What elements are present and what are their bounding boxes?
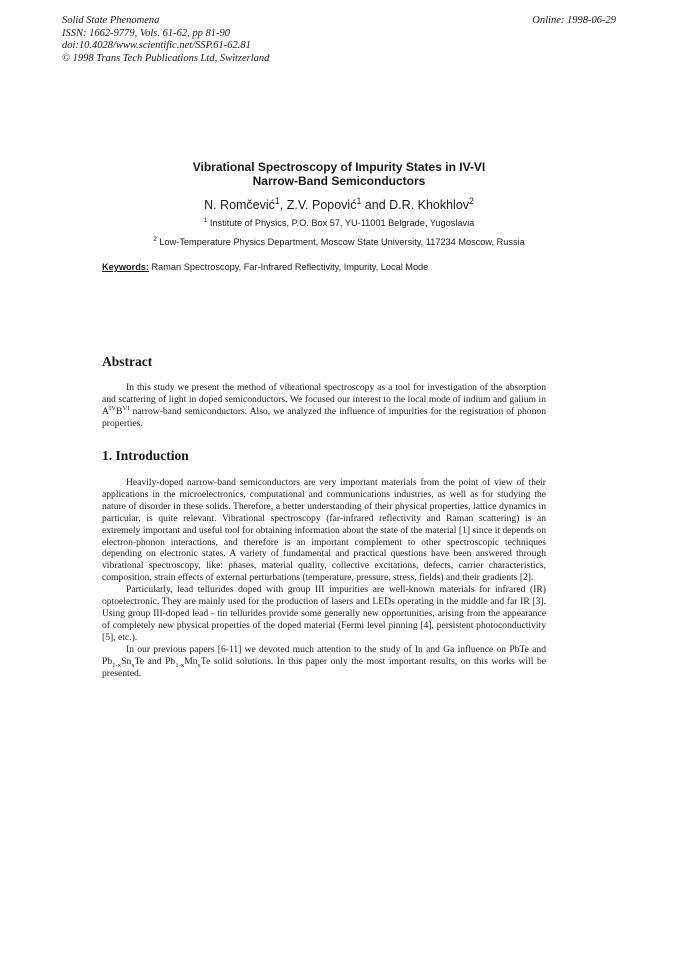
abstract-paragraph — [102, 382, 546, 430]
online-date: Online: 1998-06-29 — [532, 15, 616, 26]
intro-p3-sub-1: 1-x — [112, 661, 122, 669]
affiliation-1-mark: 1 — [203, 216, 208, 224]
paper-title — [0, 160, 678, 188]
affiliation-1 — [0, 218, 678, 229]
intro-p3-sub-4: x — [197, 661, 201, 669]
author-2: Z.V. Popović — [286, 198, 357, 212]
affiliation-2-mark: 2 — [153, 235, 157, 243]
keywords — [102, 262, 428, 273]
keywords-text: Raman Spectroscopy, Far-Infrared Reflectivity, Impurity, Local Mode — [148, 262, 429, 272]
journal-header — [62, 15, 269, 65]
intro-p3-text-2: Sn — [121, 655, 132, 667]
abstract-sup-2: VI — [122, 404, 130, 412]
abstract-text-2: B — [116, 405, 123, 417]
doi-line[interactable]: doi:10.4028/www.scientific.net/SSP.61-62.81 — [62, 40, 251, 51]
abstract-body — [102, 382, 546, 430]
intro-paragraph-2: Particularly, lead tellurides doped with group III impurities are well-known materials for infrared (IR) optoelectronic. They are mainly used for the production of lasers and LEDs operating in the middle and far IR [3]. Using group III-doped lead - tin tellurides provide some generally new opportunities, arising from the appearance of completely new physical properties of the doped material (Fermi level pinning [4], persistent photoconductivity [5], etc.). — [102, 584, 546, 643]
abstract-text-3: narrow-band semiconductors. Also, we analyzed the influence of impurities for the registration of phonon properties. — [102, 405, 546, 429]
copyright-line: © 1998 Trans Tech Publications Ltd, Switzerland — [62, 52, 270, 64]
intro-paragraph-3 — [102, 644, 546, 680]
author-1: N. Romčević — [204, 198, 275, 212]
issn-line: ISSN: 1662-9779, Vols. 61-62, pp 81-90 — [62, 27, 230, 39]
author-3: D.R. Khokhlov — [389, 198, 470, 212]
author-separator: , — [279, 198, 287, 212]
intro-p3-text-5: Te solid solutions. In this paper only the most important results, on this works will be presented. — [102, 655, 547, 679]
intro-paragraph-1: Heavily-doped narrow-band semiconductors are very important materials from the point of view of their applications in the microelectronics, computational and communications industries, as well as for studying the nature of disorder in these solids. Therefore, a better understanding of their physical properties, lattice dynamics in particular, is quite relevant. Vibrational spectroscopy (far-infrared reflectivity and Raman scattering) is an extremely important and useful tool for obtaining information about the state of the material [1] since it depends on electron-phonon interactions, and therefore is an important complement to other spectroscopic techniques depending on electronic states. A variety of fundamental and practical questions have been answered through vibrational spectroscopy, like: phases, material quality, collective excitations, defects, carrier characteristics, composition, strain effects of external perturbations (temperature, pressure, stress, fields) and their gradients [2]. — [102, 477, 546, 584]
abstract-text-1: In this study we present the method of vibrational spectroscopy as a tool for investigation of the absorption and scattering of light in doped semiconductors. We focused our interest to the local mode of indium and galium in A — [102, 382, 546, 417]
intro-p3-sub-3: 1-x — [175, 661, 185, 669]
introduction-body — [102, 477, 546, 679]
title-line-1: Vibrational Spectroscopy of Impurity States in IV-VI — [192, 160, 486, 174]
intro-p3-text-3: Te and Pb — [134, 655, 176, 667]
author-1-affil-mark: 1 — [274, 195, 280, 206]
author-2-affil-mark: 1 — [356, 195, 362, 206]
author-separator: and — [361, 198, 390, 212]
affiliation-2 — [0, 237, 678, 248]
author-3-affil-mark: 2 — [469, 195, 474, 206]
keywords-label: Keywords: — [102, 262, 149, 272]
abstract-heading: Abstract — [102, 354, 153, 369]
affiliation-1-text: Institute of Physics, P.O. Box 57, YU-11001 Belgrade, Yugoslavia — [207, 218, 475, 228]
journal-name: Solid State Phenomena — [62, 15, 160, 26]
abstract-sup-1: IV — [108, 404, 117, 412]
introduction-heading: 1. Introduction — [102, 448, 189, 463]
title-line-2: Narrow-Band Semiconductors — [252, 174, 426, 188]
intro-p3-sub-2: x — [131, 661, 135, 669]
intro-p3-text-4: Mn — [184, 655, 198, 667]
author-list — [0, 195, 678, 213]
affiliation-2-text: Low-Temperature Physics Department, Moscow State University, 117234 Moscow, Russia — [156, 237, 525, 247]
intro-p3-text-1: In our previous papers [6-11] we devoted much attention to the study of In and Ga influence on PbTe and Pb — [102, 643, 546, 667]
